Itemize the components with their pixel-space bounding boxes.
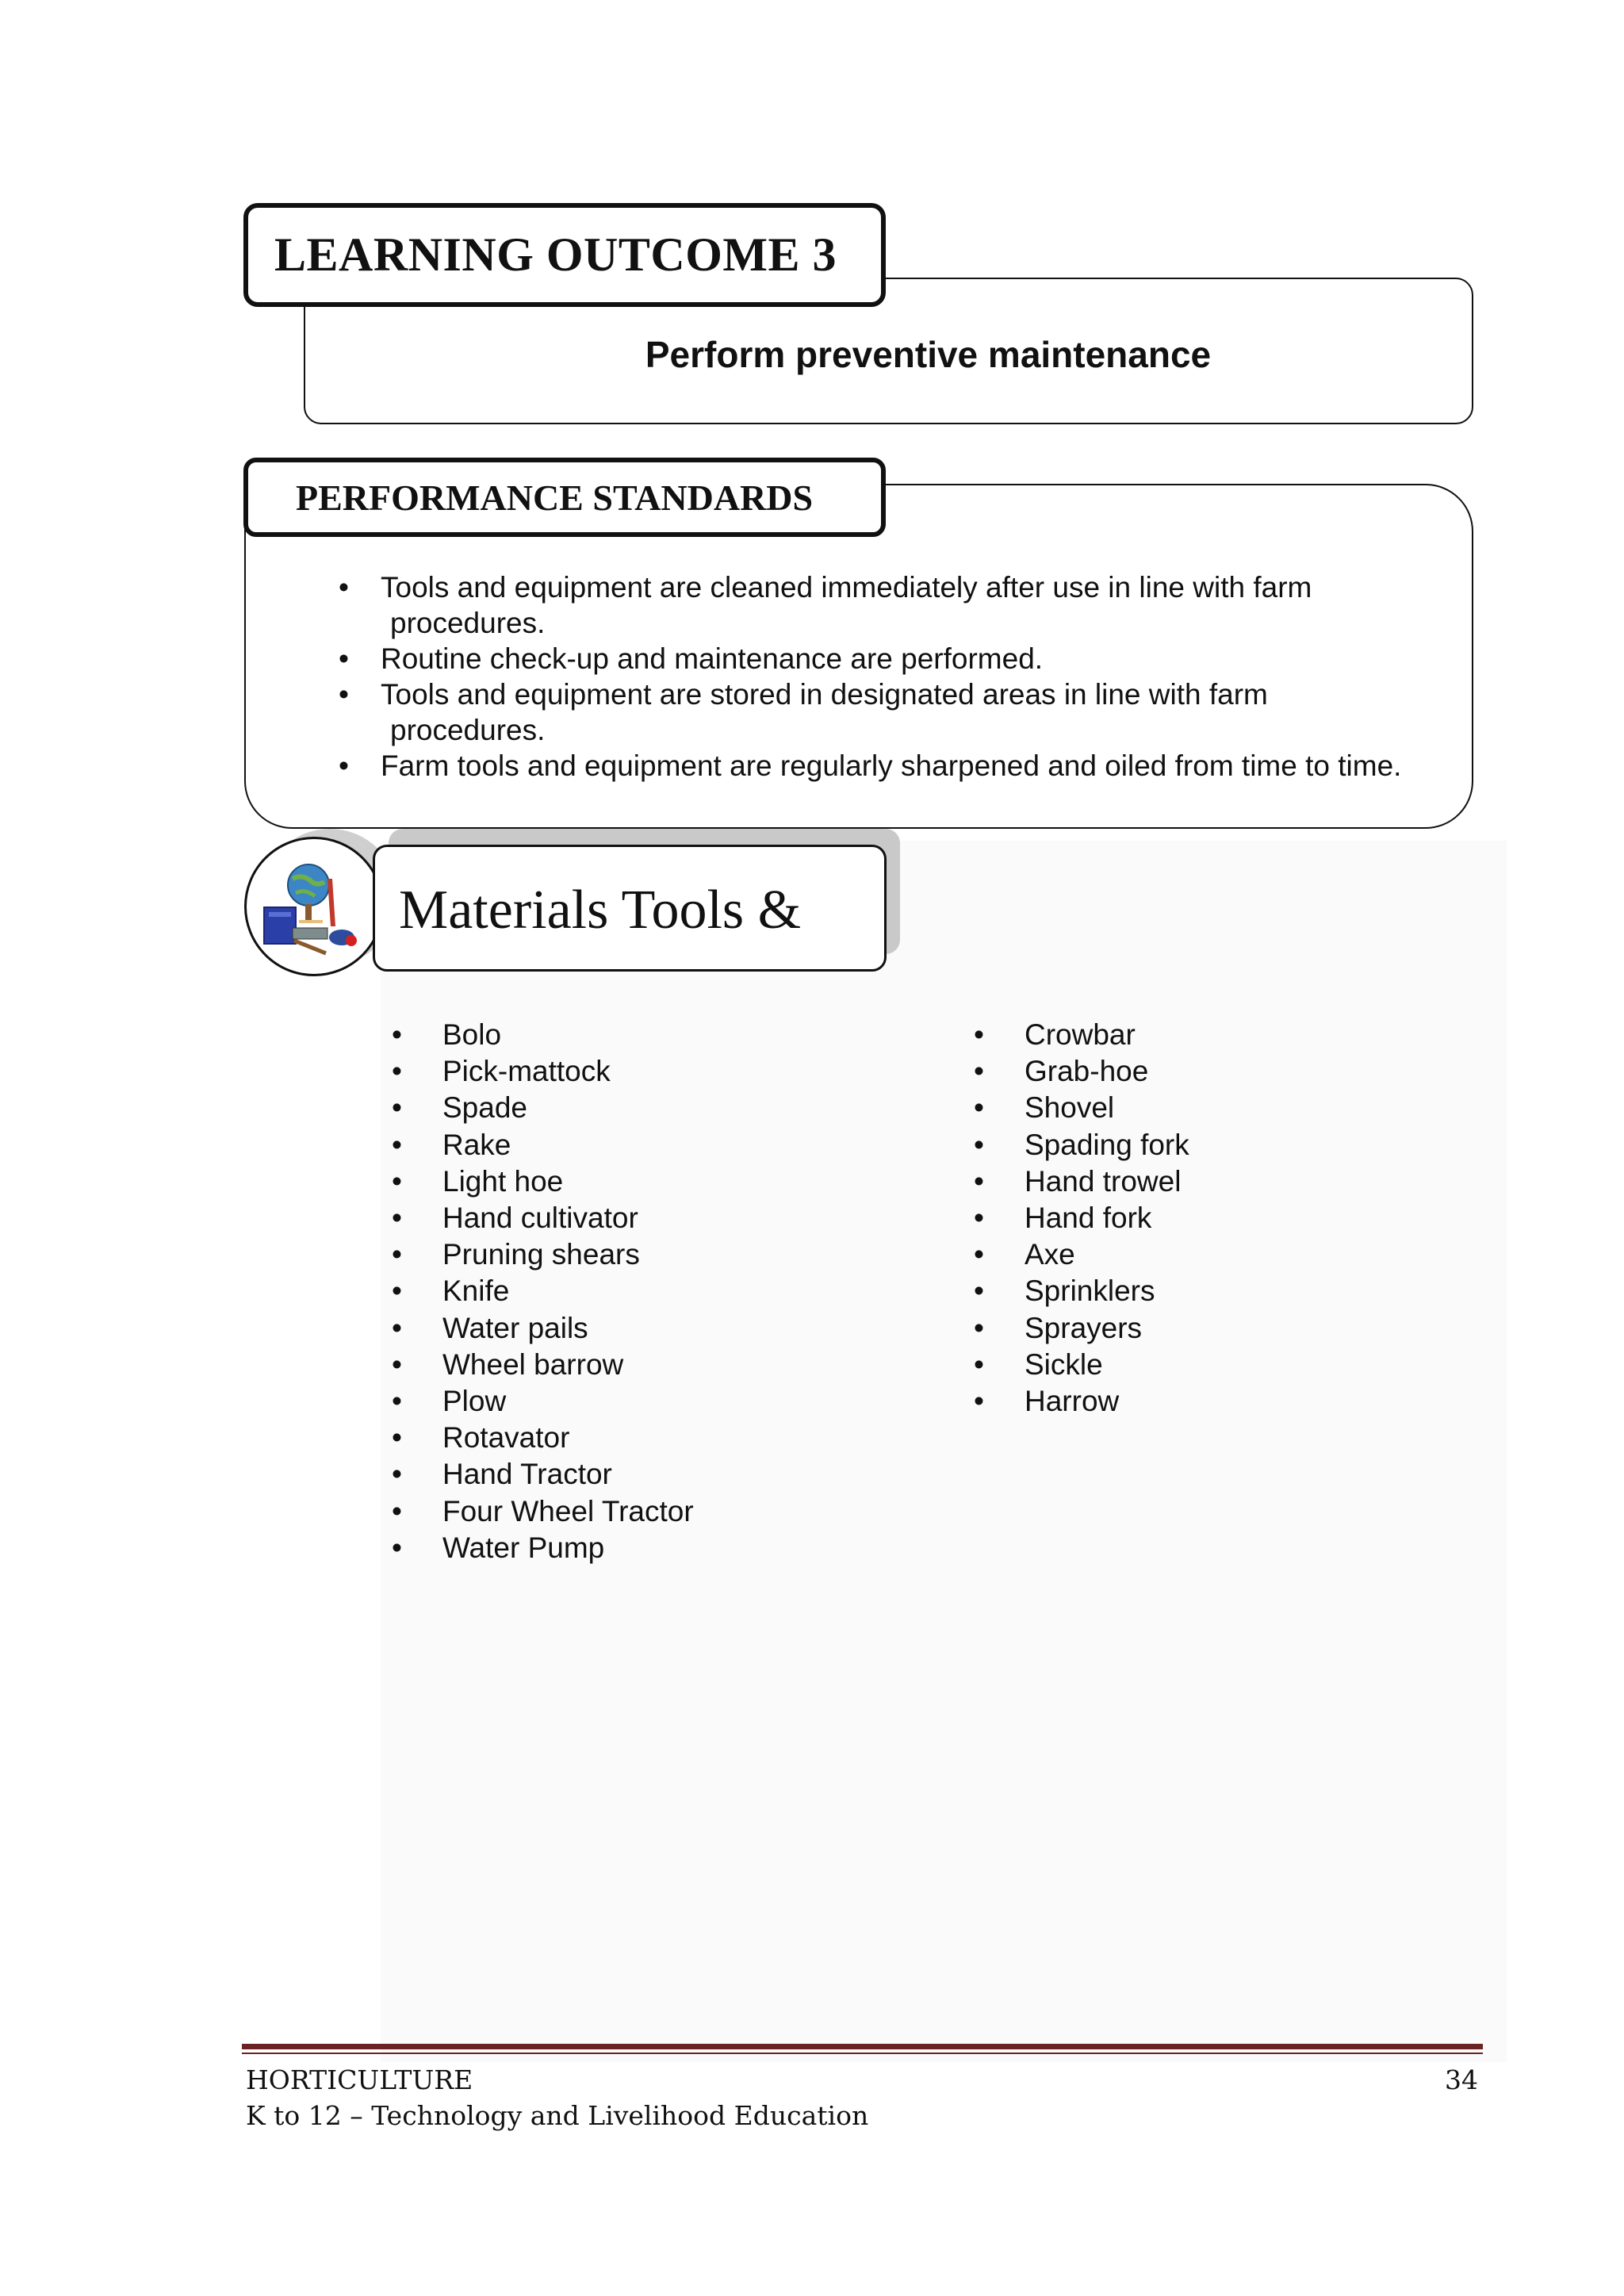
bullet: •: [392, 1091, 402, 1125]
bullet: •: [974, 1128, 984, 1161]
tool-name: Plow: [442, 1385, 507, 1418]
bullet: •: [974, 1274, 984, 1308]
bullet: •: [974, 1091, 984, 1125]
learning-outcome-subtitle: Perform preventive maintenance: [645, 334, 1212, 375]
standard-text-continued: procedures.: [390, 714, 546, 746]
tool-name: Sprayers: [1025, 1311, 1143, 1344]
tool-name: Water pails: [442, 1311, 588, 1344]
tool-name: Four Wheel Tractor: [442, 1494, 694, 1527]
list-item: [392, 1456, 694, 1493]
tool-name: Shovel: [1025, 1091, 1115, 1125]
learning-outcome-tab: [243, 203, 886, 307]
list-item: [974, 1273, 1189, 1309]
list-item: [392, 1017, 694, 1053]
footer-rule-thin: [242, 2053, 1483, 2054]
footer-text: [246, 2062, 868, 2133]
list-item: [974, 1090, 1189, 1126]
bullet: •: [974, 1202, 984, 1235]
materials-tab: [373, 845, 887, 972]
tool-name: Wheel barrow: [442, 1347, 624, 1381]
standard-item: [339, 677, 1465, 748]
standard-text-continued: procedures.: [390, 607, 546, 639]
tool-name: Crowbar: [1025, 1018, 1136, 1051]
tool-name: Pruning shears: [442, 1238, 640, 1271]
list-item: [392, 1310, 694, 1347]
tool-name: Hand cultivator: [442, 1202, 638, 1235]
bullet: •: [974, 1164, 984, 1198]
bullet: •: [339, 642, 349, 675]
tool-name: Hand trowel: [1025, 1164, 1182, 1198]
tool-name: Axe: [1025, 1238, 1075, 1271]
bullet: •: [339, 571, 349, 604]
list-item: [392, 1127, 694, 1163]
tool-name: Light hoe: [442, 1164, 564, 1198]
bullet: •: [392, 1311, 402, 1344]
bullet: •: [392, 1385, 402, 1418]
list-item: [974, 1017, 1189, 1053]
tool-name: Rotavator: [442, 1421, 570, 1455]
bullet: •: [392, 1274, 402, 1308]
bullet: •: [392, 1164, 402, 1198]
bullet: •: [974, 1055, 984, 1088]
tool-name: Knife: [442, 1274, 510, 1308]
tool-name: Bolo: [442, 1018, 502, 1051]
standard-item: [339, 569, 1465, 641]
list-item: [974, 1347, 1189, 1383]
list-item: [392, 1420, 694, 1456]
bullet: •: [392, 1055, 402, 1088]
bullet: •: [339, 749, 349, 782]
bullet: •: [392, 1421, 402, 1455]
bullet: •: [974, 1347, 984, 1381]
tool-name: Rake: [442, 1128, 511, 1161]
footer-rule: [242, 2044, 1483, 2049]
tool-name: Pick-mattock: [442, 1055, 611, 1088]
list-item: [974, 1053, 1189, 1090]
tools-equipment-icon: [244, 837, 384, 976]
list-item: [974, 1310, 1189, 1347]
list-item: [392, 1530, 694, 1566]
bullet: •: [974, 1238, 984, 1271]
bullet: •: [392, 1128, 402, 1161]
list-item: [974, 1236, 1189, 1273]
bullet: •: [392, 1202, 402, 1235]
list-item: [974, 1200, 1189, 1236]
list-item: [392, 1163, 694, 1200]
bullet: •: [392, 1347, 402, 1381]
tool-name: Sickle: [1025, 1347, 1103, 1381]
standard-text: Tools and equipment are stored in designated areas in line with farm: [381, 678, 1268, 711]
learning-outcome-title: LEARNING OUTCOME 3: [274, 228, 837, 281]
bullet: •: [974, 1311, 984, 1344]
tool-name: Spading fork: [1025, 1128, 1189, 1161]
footer-subject: HORTICULTURE: [246, 2064, 473, 2095]
bullet: •: [339, 678, 349, 711]
materials-title: Materials Tools &: [399, 880, 802, 941]
standard-item: [339, 641, 1465, 677]
tool-name: Spade: [442, 1091, 527, 1125]
standard-text: Tools and equipment are cleaned immediately after use in line with farm: [381, 571, 1312, 604]
standard-text: Routine check-up and maintenance are performed.: [381, 642, 1044, 675]
bullet: •: [974, 1385, 984, 1418]
list-item: [974, 1127, 1189, 1163]
standard-text: Farm tools and equipment are regularly sharpened and oiled from time to time.: [381, 749, 1402, 782]
bullet: •: [392, 1458, 402, 1491]
bullet: •: [392, 1018, 402, 1051]
page-number: 34: [1445, 2064, 1478, 2095]
list-item: [392, 1273, 694, 1309]
list-item: [392, 1347, 694, 1383]
list-item: [392, 1383, 694, 1420]
list-item: [392, 1200, 694, 1236]
performance-standards-tab: [243, 458, 886, 537]
list-item: [974, 1163, 1189, 1200]
tools-list-left: [392, 1017, 694, 1566]
tool-name: Hand fork: [1025, 1202, 1152, 1235]
list-item: [392, 1090, 694, 1126]
bullet: •: [392, 1531, 402, 1564]
footer-course: K to 12 – Technology and Livelihood Education: [246, 2100, 869, 2131]
tool-name: Water Pump: [442, 1531, 605, 1564]
bullet: •: [392, 1494, 402, 1527]
list-item: [392, 1236, 694, 1273]
list-item: [392, 1493, 694, 1530]
performance-standards-list: [339, 569, 1465, 784]
tools-list-right: [974, 1017, 1189, 1420]
bullet: •: [392, 1238, 402, 1271]
list-item: [974, 1383, 1189, 1420]
tool-name: Grab-hoe: [1025, 1055, 1149, 1088]
list-item: [392, 1053, 694, 1090]
bullet: •: [974, 1018, 984, 1051]
performance-standards-title: PERFORMANCE STANDARDS: [296, 477, 814, 518]
tool-name: Sprinklers: [1025, 1274, 1155, 1308]
tool-name: Harrow: [1025, 1385, 1120, 1418]
standard-item: [339, 748, 1465, 784]
tool-name: Hand Tractor: [442, 1458, 612, 1491]
